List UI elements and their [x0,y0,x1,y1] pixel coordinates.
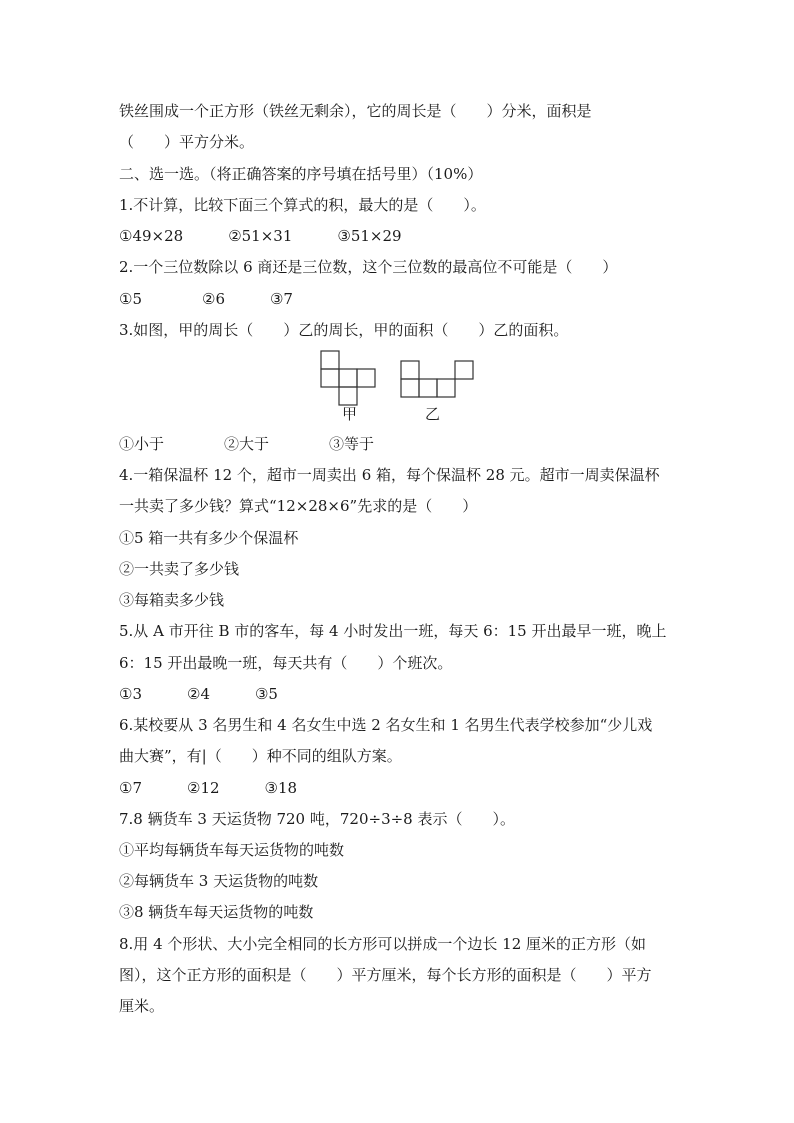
question-6-cont: 曲大赛”，有|（ ）种不同的组队方案。 [119,747,402,765]
question-2-options: ①5 ②6 ③7 [119,290,293,308]
question-7-option-1: ①平均每辆货车每天运货物的吨数 [119,841,345,859]
question-4-option-3: ③每箱卖多少钱 [119,591,225,609]
question-3: 3.如图，甲的周长（ ）乙的周长，甲的面积（ ）乙的面积。 [119,321,569,339]
question-8: 8.用 4 个形状、大小完全相同的长方形可以拼成一个边长 12 厘米的正方形（如 [119,935,647,953]
question-8-cont: 图），这个正方形的面积是（ ）平方厘米，每个长方形的面积是（ ）平方 [119,966,652,984]
section-heading: 二、选一选。（将正确答案的序号填在括号里）（10%） [119,165,483,183]
question-4: 4.一箱保温杯 12 个，超市一周卖出 6 箱，每个保温杯 28 元。超市一周卖保温杯 [119,466,660,484]
question-4-cont: 一共卖了多少钱？算式“12×28×6”先求的是（ ） [119,497,478,515]
question-5-options: ①3 ②4 ③5 [119,685,278,703]
figure-label-a: 甲 [342,405,358,423]
question-4-option-2: ②一共卖了多少钱 [119,560,240,578]
text-line: （ ）平方分米。 [119,133,255,151]
question-8-cont: 厘米。 [119,997,165,1015]
question-6: 6.某校要从 3 名男生和 4 名女生中选 2 名女生和 1 名男生代表学校参加“少儿戏 [119,716,653,734]
question-3-figure [0,0,794,430]
text-line: 铁丝围成一个正方形（铁丝无剩余），它的周长是（ ）分米，面积是 [119,102,592,120]
question-1-options: ①49×28 ②51×31 ③51×29 [119,227,402,245]
question-5-cont: 6：15 开出最晚一班，每天共有（ ）个班次。 [119,654,453,672]
question-7-option-3: ③8 辆货车每天运货物的吨数 [119,903,314,921]
question-3-options: ①小于 ②大于 ③等于 [119,435,375,453]
figure-label-b: 乙 [425,405,441,423]
question-5: 5.从 A 市开往 B 市的客车，每 4 小时发出一班，每天 6：15 开出最早一班，晚上 [119,622,667,640]
question-1: 1.不计算，比较下面三个算式的积，最大的是（ ）。 [119,196,486,214]
question-6-options: ①7 ②12 ③18 [119,779,298,797]
shape-diagram [0,0,794,430]
question-4-option-1: ①5 箱一共有多少个保温杯 [119,529,299,547]
question-7: 7.8 辆货车 3 天运货物 720 吨，720÷3÷8 表示（ ）。 [119,810,515,828]
question-2: 2.一个三位数除以 6 商还是三位数，这个三位数的最高位不可能是（ ） [119,258,618,276]
question-7-option-2: ②每辆货车 3 天运货物的吨数 [119,872,319,890]
